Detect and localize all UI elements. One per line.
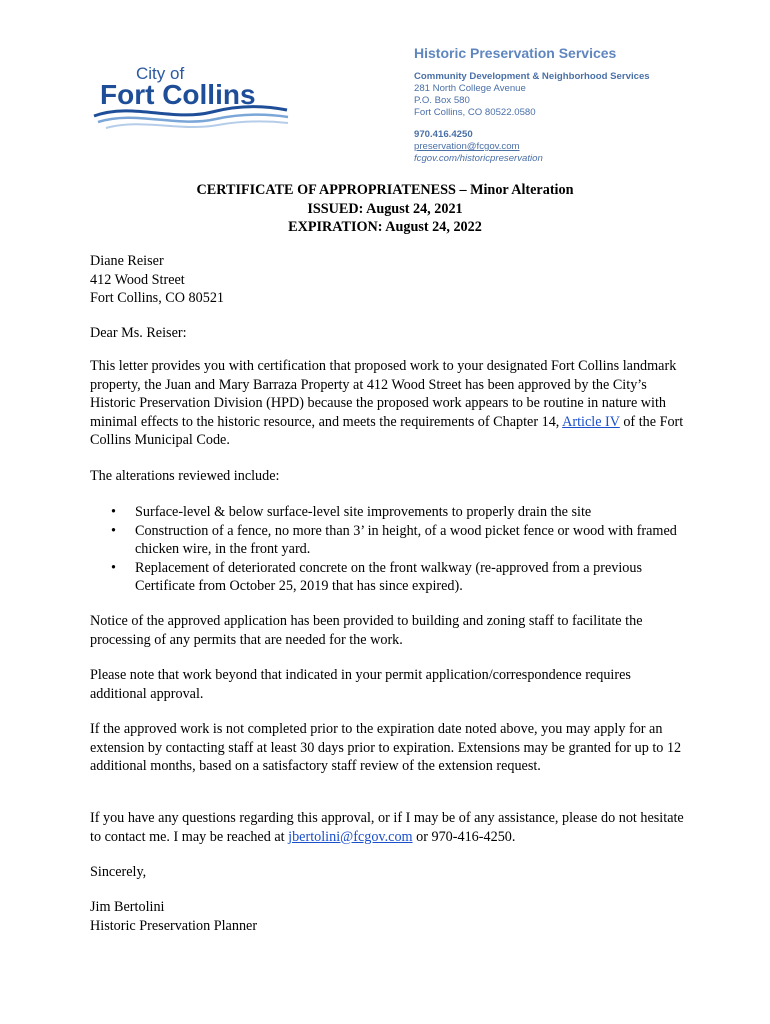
- intro-text: This letter provides you with certification that proposed work to your designated Fort Collins landmark property, the Juan and Mary Barraza Property at 412 Wood Street has been approved by the City’s Historic Preservation Division (HPD) because the proposed work appears to be routine in nature with minimal effects to the historic resource, and meets the requirements of Chapter 14,: [90, 358, 677, 430]
- note-paragraph: Please note that work beyond that indicated in your permit application/correspondence requires additional approval.: [90, 667, 631, 702]
- address-line: P.O. Box 580: [414, 95, 470, 106]
- signature-name: Jim Bertolini: [90, 899, 165, 915]
- expiration-date: EXPIRATION: August 24, 2022: [288, 219, 482, 235]
- certificate-title: CERTIFICATE OF APPROPRIATENESS – Minor Alteration: [196, 182, 574, 198]
- department-subtitle: Community Development & Neighborhood Services: [414, 71, 650, 82]
- salutation: Dear Ms. Reiser:: [90, 325, 187, 341]
- city-logo: [92, 62, 292, 134]
- alterations-list: [90, 503, 690, 596]
- alterations-intro: The alterations reviewed include:: [90, 468, 280, 484]
- article-iv-link[interactable]: Article IV: [562, 413, 620, 430]
- extension-paragraph: If the approved work is not completed prior to the expiration date noted above, you may apply for an extension by contacting staff at least 30 days prior to expiration. Extensions may be granted for up to 12 additional months, based on a satisfactory staff review of the extension request.: [90, 721, 682, 774]
- recipient-name: Diane Reiser: [90, 253, 164, 269]
- contact-paragraph: [90, 809, 690, 846]
- logo-city-of-text: City of: [136, 64, 185, 83]
- signature-block: [90, 898, 690, 935]
- notice-paragraph: Notice of the approved application has been provided to building and zoning staff to facilitate the processing of any permits that are needed for the work.: [90, 613, 643, 648]
- bullet-icon: •: [111, 522, 116, 539]
- bullet-icon: •: [111, 559, 116, 576]
- recipient-street: 412 Wood Street: [90, 271, 185, 288]
- department-email-link[interactable]: preservation@fcgov.com: [414, 141, 520, 152]
- email-link[interactable]: jbertolini@fcgov.com: [288, 828, 413, 845]
- signature-title: Historic Preservation Planner: [90, 917, 258, 934]
- certificate-heading: [0, 181, 770, 237]
- contact-text: If you have any questions regarding this approval, or if I may be of any assistance, please do not hesitate to contact me. I may be reached at: [90, 810, 684, 845]
- issued-date: ISSUED: August 24, 2021: [307, 200, 463, 217]
- list-item: [90, 503, 690, 522]
- department-info: [414, 44, 650, 165]
- city-logo-graphic: [92, 62, 292, 134]
- list-item-text: Replacement of deteriorated concrete on the front walkway (re-approved from a previous Certificate from October 25, 2019 that has since expired).: [135, 559, 642, 594]
- intro-text-end: of the Fort Collins Municipal Code.: [90, 413, 684, 448]
- contact-text-end: or 970-416-4250.: [412, 828, 516, 845]
- department-title: Historic Preservation Services: [414, 45, 617, 61]
- recipient-address: [90, 252, 690, 308]
- closing: Sincerely,: [90, 864, 147, 880]
- list-item: [90, 559, 690, 596]
- intro-paragraph: [90, 357, 690, 450]
- list-item-text: Surface-level & below surface-level site improvements to properly drain the site: [135, 504, 592, 520]
- address-line: 281 North College Avenue: [414, 83, 526, 94]
- address-line: Fort Collins, CO 80522.0580: [414, 107, 536, 118]
- recipient-city: Fort Collins, CO 80521: [90, 290, 225, 306]
- department-website: fcgov.com/historicpreservation: [414, 153, 543, 164]
- department-phone: 970.416.4250: [414, 129, 473, 140]
- list-item: [90, 522, 690, 559]
- logo-name-text: Fort Collins: [100, 79, 256, 110]
- bullet-icon: •: [111, 504, 116, 520]
- list-item-text: Construction of a fence, no more than 3’ in height, of a wood picket fence or wood with framed chicken wire, in the front yard.: [135, 522, 677, 557]
